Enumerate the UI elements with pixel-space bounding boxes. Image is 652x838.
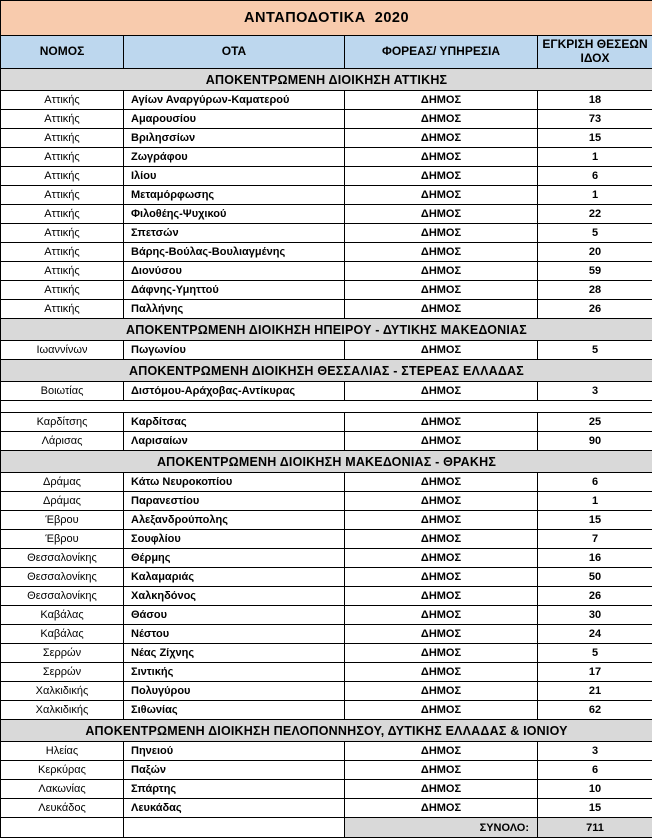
table-row (1, 167, 652, 186)
foreas-cell: ΔΗΜΟΣ (345, 110, 538, 129)
nomos-cell: Λακωνίας (1, 780, 124, 799)
nomos-cell: Καρδίτσης (1, 413, 124, 432)
foreas-cell: ΔΗΜΟΣ (345, 148, 538, 167)
value-cell: 26 (538, 587, 652, 606)
nomos-cell: Αττικής (1, 110, 124, 129)
foreas-cell: ΔΗΜΟΣ (345, 587, 538, 606)
nomos-cell: Αττικής (1, 186, 124, 205)
foreas-cell: ΔΗΜΟΣ (345, 262, 538, 281)
value-cell: 73 (538, 110, 652, 129)
empty-cell (1, 818, 124, 838)
value-cell: 50 (538, 568, 652, 587)
value-cell: 24 (538, 625, 652, 644)
value-cell: 3 (538, 382, 652, 401)
value-cell: 25 (538, 413, 652, 432)
value-cell: 1 (538, 492, 652, 511)
foreas-cell: ΔΗΜΟΣ (345, 129, 538, 148)
table-body (1, 69, 652, 818)
nomos-cell: Ηλείας (1, 742, 124, 761)
table-row (1, 587, 652, 606)
section-header: ΑΠΟΚΕΝΤΡΩΜΕΝΗ ΔΙΟΙΚΗΣΗ ΠΕΛΟΠΟΝΝΗΣΟΥ, ΔΥΤΙΚΗΣ ΕΛΛΑΔΑΣ & ΙΟΝΙΟΥ (1, 720, 652, 742)
value-cell: 18 (538, 91, 652, 110)
column-header-row (1, 36, 652, 69)
table-row (1, 568, 652, 587)
foreas-cell: ΔΗΜΟΣ (345, 530, 538, 549)
foreas-cell: ΔΗΜΟΣ (345, 224, 538, 243)
nomos-cell: Δράμας (1, 492, 124, 511)
table-row (1, 492, 652, 511)
foreas-cell: ΔΗΜΟΣ (345, 413, 538, 432)
table-row (1, 243, 652, 262)
foreas-cell: ΔΗΜΟΣ (345, 300, 538, 319)
nomos-cell: Λάρισας (1, 432, 124, 451)
ota-cell: Θάσου (124, 606, 345, 625)
nomos-cell: Αττικής (1, 224, 124, 243)
value-cell: 22 (538, 205, 652, 224)
value-cell: 5 (538, 644, 652, 663)
ota-cell: Μεταμόρφωσης (124, 186, 345, 205)
column-header-ota: ΟΤΑ (124, 36, 345, 69)
column-header-egkrisi: ΕΓΚΡΙΣΗ ΘΕΣΕΩΝ ΙΔΟΧ (538, 36, 652, 69)
ota-cell: Παλλήνης (124, 300, 345, 319)
ota-cell: Δάφνης-Υμηττού (124, 281, 345, 300)
ota-cell: Πηνειού (124, 742, 345, 761)
nomos-cell: Θεσσαλονίκης (1, 549, 124, 568)
table-row (1, 281, 652, 300)
table-row (1, 473, 652, 492)
section-header: ΑΠΟΚΕΝΤΡΩΜΕΝΗ ΔΙΟΙΚΗΣΗ ΘΕΣΣΑΛΙΑΣ - ΣΤΕΡΕΑΣ ΕΛΛΑΔΑΣ (1, 360, 652, 382)
ota-cell: Νέστου (124, 625, 345, 644)
nomos-cell: Χαλκιδικής (1, 682, 124, 701)
spacer-row (1, 401, 652, 413)
foreas-cell: ΔΗΜΟΣ (345, 281, 538, 300)
value-cell: 17 (538, 663, 652, 682)
foreas-cell: ΔΗΜΟΣ (345, 663, 538, 682)
foreas-cell: ΔΗΜΟΣ (345, 644, 538, 663)
table-row (1, 682, 652, 701)
ota-cell: Αγίων Αναργύρων-Καματερού (124, 91, 345, 110)
foreas-cell: ΔΗΜΟΣ (345, 780, 538, 799)
foreas-cell: ΔΗΜΟΣ (345, 625, 538, 644)
ota-cell: Αμαρουσίου (124, 110, 345, 129)
value-cell: 59 (538, 262, 652, 281)
nomos-cell: Χαλκιδικής (1, 701, 124, 720)
nomos-cell: Κερκύρας (1, 761, 124, 780)
title-row (1, 1, 652, 36)
value-cell: 21 (538, 682, 652, 701)
nomos-cell: Καβάλας (1, 606, 124, 625)
value-cell: 10 (538, 780, 652, 799)
table-row (1, 701, 652, 720)
nomos-cell: Αττικής (1, 262, 124, 281)
ota-cell: Λευκάδας (124, 799, 345, 818)
value-cell: 62 (538, 701, 652, 720)
table-row (1, 799, 652, 818)
nomos-cell: Σερρών (1, 644, 124, 663)
value-cell: 30 (538, 606, 652, 625)
ota-cell: Ιλίου (124, 167, 345, 186)
table-row (1, 625, 652, 644)
table-row (1, 644, 652, 663)
ota-cell: Καρδίτσας (124, 413, 345, 432)
section-header: ΑΠΟΚΕΝΤΡΩΜΕΝΗ ΔΙΟΙΚΗΣΗ ΑΤΤΙΚΗΣ (1, 69, 652, 91)
table-row (1, 341, 652, 360)
value-cell: 6 (538, 473, 652, 492)
ota-cell: Παξών (124, 761, 345, 780)
nomos-cell: Αττικής (1, 148, 124, 167)
ota-cell: Φιλοθέης-Ψυχικού (124, 205, 345, 224)
foreas-cell: ΔΗΜΟΣ (345, 606, 538, 625)
value-cell: 20 (538, 243, 652, 262)
ota-cell: Σπετσών (124, 224, 345, 243)
value-cell: 1 (538, 148, 652, 167)
nomos-cell: Έβρου (1, 530, 124, 549)
section-header: ΑΠΟΚΕΝΤΡΩΜΕΝΗ ΔΙΟΙΚΗΣΗ ΜΑΚΕΔΟΝΙΑΣ - ΘΡΑΚΗΣ (1, 451, 652, 473)
value-cell: 15 (538, 129, 652, 148)
total-row (1, 818, 652, 838)
table-row (1, 663, 652, 682)
table-row (1, 761, 652, 780)
spacer-cell (1, 401, 652, 413)
table-row (1, 382, 652, 401)
value-cell: 5 (538, 224, 652, 243)
table-row (1, 413, 652, 432)
foreas-cell: ΔΗΜΟΣ (345, 186, 538, 205)
nomos-cell: Έβρου (1, 511, 124, 530)
nomos-cell: Θεσσαλονίκης (1, 587, 124, 606)
table-row (1, 511, 652, 530)
foreas-cell: ΔΗΜΟΣ (345, 568, 538, 587)
ota-cell: Ζωγράφου (124, 148, 345, 167)
nomos-cell: Δράμας (1, 473, 124, 492)
ota-cell: Σουφλίου (124, 530, 345, 549)
value-cell: 28 (538, 281, 652, 300)
table-row (1, 129, 652, 148)
value-cell: 16 (538, 549, 652, 568)
section-header-row (1, 720, 652, 742)
nomos-cell: Αττικής (1, 205, 124, 224)
ota-cell: Κάτω Νευροκοπίου (124, 473, 345, 492)
value-cell: 26 (538, 300, 652, 319)
foreas-cell: ΔΗΜΟΣ (345, 682, 538, 701)
ota-cell: Θέρμης (124, 549, 345, 568)
table-row (1, 205, 652, 224)
table-row (1, 742, 652, 761)
ota-cell: Αλεξανδρούπολης (124, 511, 345, 530)
section-header: ΑΠΟΚΕΝΤΡΩΜΕΝΗ ΔΙΟΙΚΗΣΗ ΗΠΕΙΡΟΥ - ΔΥΤΙΚΗΣ ΜΑΚΕΔΟΝΙΑΣ (1, 319, 652, 341)
nomos-cell: Ιωαννίνων (1, 341, 124, 360)
value-cell: 7 (538, 530, 652, 549)
total-label: ΣΥΝΟΛΟ: (345, 818, 538, 838)
column-header-nomos: ΝΟΜΟΣ (1, 36, 124, 69)
foreas-cell: ΔΗΜΟΣ (345, 492, 538, 511)
nomos-cell: Θεσσαλονίκης (1, 568, 124, 587)
foreas-cell: ΔΗΜΟΣ (345, 91, 538, 110)
section-header-row (1, 360, 652, 382)
foreas-cell: ΔΗΜΟΣ (345, 761, 538, 780)
nomos-cell: Λευκάδος (1, 799, 124, 818)
nomos-cell: Σερρών (1, 663, 124, 682)
foreas-cell: ΔΗΜΟΣ (345, 432, 538, 451)
foreas-cell: ΔΗΜΟΣ (345, 205, 538, 224)
section-header-row (1, 319, 652, 341)
ota-cell: Βριλησσίων (124, 129, 345, 148)
foreas-cell: ΔΗΜΟΣ (345, 473, 538, 492)
ota-cell: Λαρισαίων (124, 432, 345, 451)
table-row (1, 549, 652, 568)
table-row (1, 530, 652, 549)
foreas-cell: ΔΗΜΟΣ (345, 799, 538, 818)
value-cell: 5 (538, 341, 652, 360)
table-row (1, 110, 652, 129)
nomos-cell: Αττικής (1, 91, 124, 110)
foreas-cell: ΔΗΜΟΣ (345, 549, 538, 568)
table-row (1, 224, 652, 243)
foreas-cell: ΔΗΜΟΣ (345, 167, 538, 186)
section-header-row (1, 69, 652, 91)
value-cell: 6 (538, 167, 652, 186)
table-row (1, 432, 652, 451)
table-row (1, 186, 652, 205)
ota-cell: Βάρης-Βούλας-Βουλιαγμένης (124, 243, 345, 262)
table-row (1, 262, 652, 281)
table-row (1, 606, 652, 625)
foreas-cell: ΔΗΜΟΣ (345, 243, 538, 262)
ota-cell: Νέας Ζίχνης (124, 644, 345, 663)
value-cell: 1 (538, 186, 652, 205)
table-row (1, 91, 652, 110)
value-cell: 90 (538, 432, 652, 451)
ota-cell: Σιθωνίας (124, 701, 345, 720)
value-cell: 3 (538, 742, 652, 761)
nomos-cell: Αττικής (1, 281, 124, 300)
foreas-cell: ΔΗΜΟΣ (345, 511, 538, 530)
column-header-foreas: ΦΟΡΕΑΣ/ ΥΠΗΡΕΣΙΑ (345, 36, 538, 69)
table-row (1, 780, 652, 799)
ota-cell: Διονύσου (124, 262, 345, 281)
ota-cell: Πολυγύρου (124, 682, 345, 701)
foreas-cell: ΔΗΜΟΣ (345, 382, 538, 401)
ota-cell: Καλαμαριάς (124, 568, 345, 587)
ota-cell: Πωγωνίου (124, 341, 345, 360)
nomos-cell: Αττικής (1, 300, 124, 319)
value-cell: 15 (538, 511, 652, 530)
ota-cell: Παρανεστίου (124, 492, 345, 511)
section-header-row (1, 451, 652, 473)
nomos-cell: Αττικής (1, 129, 124, 148)
foreas-cell: ΔΗΜΟΣ (345, 341, 538, 360)
ota-cell: Χαλκηδόνος (124, 587, 345, 606)
ota-cell: Σιντικής (124, 663, 345, 682)
nomos-cell: Καβάλας (1, 625, 124, 644)
value-cell: 15 (538, 799, 652, 818)
ota-cell: Σπάρτης (124, 780, 345, 799)
value-cell: 6 (538, 761, 652, 780)
total-value: 711 (538, 818, 652, 838)
nomos-cell: Αττικής (1, 243, 124, 262)
ota-cell: Διστόμου-Αράχοβας-Αντίκυρας (124, 382, 345, 401)
page-title: ΑΝΤΑΠΟΔΟΤΙΚΑ 2020 (1, 1, 652, 36)
nomos-cell: Βοιωτίας (1, 382, 124, 401)
foreas-cell: ΔΗΜΟΣ (345, 701, 538, 720)
empty-cell (124, 818, 345, 838)
foreas-cell: ΔΗΜΟΣ (345, 742, 538, 761)
table-row (1, 300, 652, 319)
table-row (1, 148, 652, 167)
nomos-cell: Αττικής (1, 167, 124, 186)
